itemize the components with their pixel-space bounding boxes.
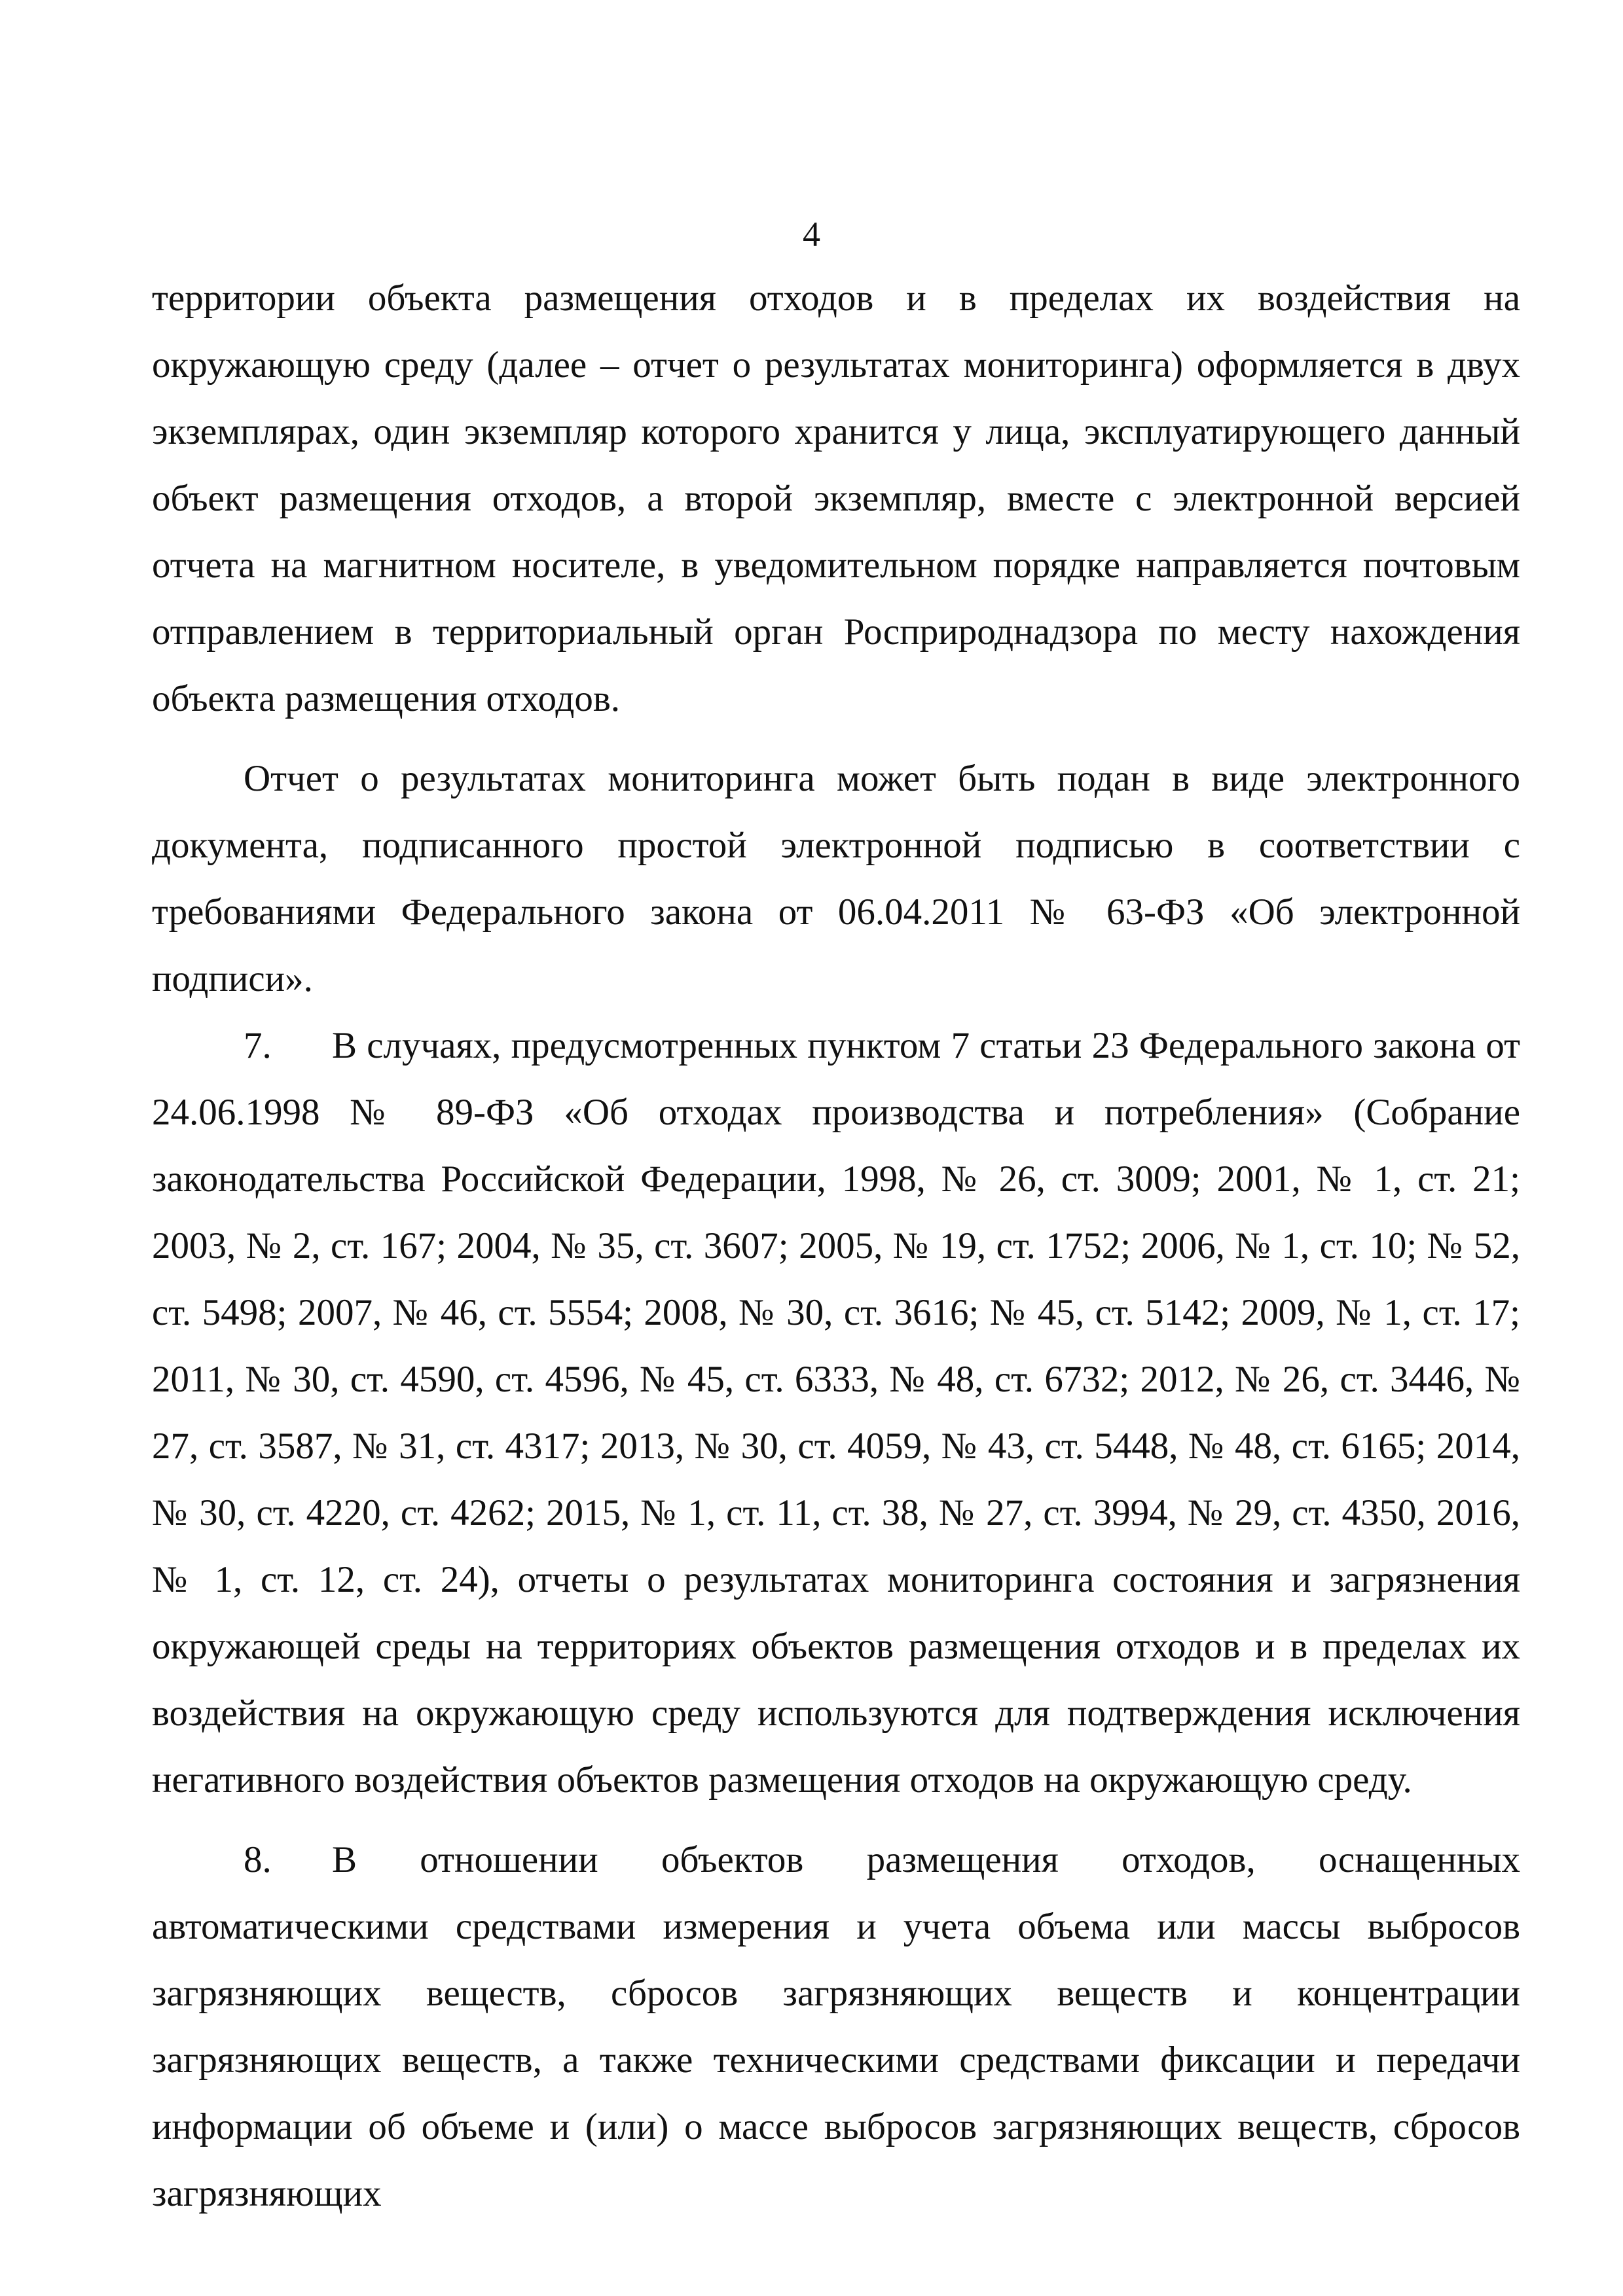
paragraph-item-7 — [152, 1013, 1520, 1814]
paragraph-electronic-submission — [152, 745, 1520, 1013]
paragraph-text: В случаях, предусмотренных пунктом 7 статьи 23 Федерального закона от 24.06.1998 № 89-ФЗ «Об отходах производства и потребления» (Собрание законодательства Российской Федерации, 1998, № 26, ст. 3009; 2001, № 1, ст. 21; 2003, № 2, ст. 167; 2004, № 35, ст. 3607; 2005, № 19, ст. 1752; 2006, № 1, ст. 10; № 52, ст. 5498; 2007, № 46, ст. 5554; 2008, № 30, ст. 3616; № 45, ст. 5142; 2009, № 1, ст. 17; 2011, № 30, ст. 4590, ст. 4596, № 45, ст. 6333, № 48, ст. 6732; 2012, № 26, ст. 3446, № 27, ст. 3587, № 31, ст. 4317; 2013, № 30, ст. 4059, № 43, ст. 5448, № 48, ст. 6165; 2014, № 30, ст. 4220, ст. 4262; 2015, № 1, ст. 11, ст. 38, № 27, ст. 3994, № 29, ст. 4350, 2016, № 1, ст. 12, ст. 24), отчеты о результатах мониторинга состояния и загрязнения окружающей среды на территориях объектов размещения отходов и в пределах их воздействия на окружающую среду используются для подтверждения исключения негативного воздействия объектов размещения отходов на окружающую среду. — [152, 1025, 1520, 1801]
paragraph-text: территории объекта размещения отходов и в пределах их воздействия на окружающую среду (далее – отчет о результатах мониторинга) оформляется в двух экземплярах, один экземпляр которого хранится у лица, эксплуатирующего данный объект размещения отходов, а второй экземпляр, вместе с электронной версией отчета на магнитном носителе, в уведомительном порядке направляется почтовым отправлением в территориальный орган Росприроднадзора по месту нахождения объекта размещения отходов. — [152, 278, 1520, 719]
paragraph-report-handling — [152, 265, 1520, 732]
document-body — [152, 265, 1520, 2227]
item-number: 8. — [244, 1839, 272, 1880]
page-number: 4 — [803, 215, 820, 254]
item-number: 7. — [244, 1025, 272, 1066]
paragraph-item-8 — [152, 1827, 1520, 2227]
paragraph-text: Отчет о результатах мониторинга может быть подан в виде электронного документа, подписанного простой электронной подписью в соответствии с требованиями Федерального закона от 06.04.2011 № 63-ФЗ «Об электронной подписи». — [152, 758, 1520, 999]
paragraph-text: В отношении объектов размещения отходов, оснащенных автоматическими средствами измерения и учета объема или массы выбросов загрязняющих веществ, сбросов загрязняющих веществ и концентрации загрязняющих веществ, а также техническими средствами фиксации и передачи информации об объеме и (или) о массе выбросов загрязняющих веществ, сбросов загрязняющих — [152, 1839, 1520, 2214]
